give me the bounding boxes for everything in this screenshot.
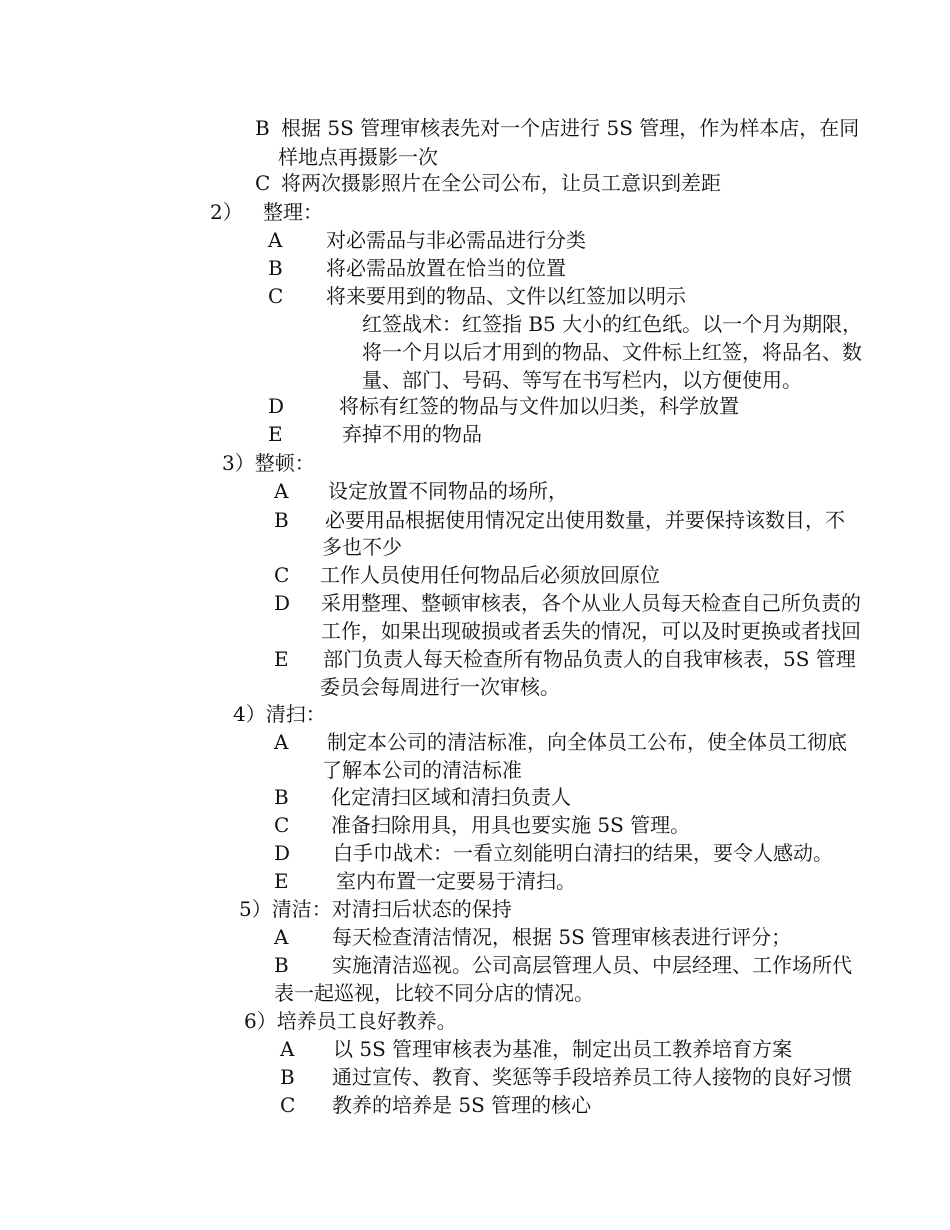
item-marker: A xyxy=(274,925,289,949)
item-marker: B xyxy=(255,116,270,140)
item-text: 对必需品与非必需品进行分类 xyxy=(326,228,586,252)
list-item xyxy=(280,1035,792,1064)
item-text: 设定放置不同物品的场所， xyxy=(328,479,568,503)
list-item xyxy=(274,923,791,952)
item-b-line1 xyxy=(255,114,859,143)
list-item xyxy=(274,561,660,590)
item-marker: C xyxy=(280,1093,296,1117)
section-heading-2 xyxy=(210,198,323,227)
item-marker: C xyxy=(274,563,290,587)
item-b-line2: 样地点再摄影一次 xyxy=(278,145,438,169)
list-item xyxy=(274,811,690,840)
item-text: 工作人员使用任何物品后必须放回原位 xyxy=(320,563,660,587)
list-item-continuation: 委员会每周进行一次审核。 xyxy=(320,675,560,699)
item-marker: A xyxy=(268,228,283,252)
item-text: 部门负责人每天检查所有物品负责人的自我审核表，5S 管理 xyxy=(323,647,856,671)
item-text: 将标有红签的物品与文件加以归类，科学放置 xyxy=(339,394,739,418)
list-item-continuation: 表一起巡视，比较不同分店的情况。 xyxy=(274,981,594,1005)
list-item xyxy=(268,392,739,421)
list-item xyxy=(268,254,566,283)
item-text: 白手巾战术：一看立刻能明白清扫的结果，要令人感动。 xyxy=(333,841,833,865)
item-text: 必要用品根据使用情况定出使用数量，并要保持该数目，不 xyxy=(325,508,845,532)
item-marker: C xyxy=(274,813,290,837)
red-tag-note-line2: 将一个月以后才用到的物品、文件标上红签，将品名、数 xyxy=(362,340,862,364)
item-text: 教养的培养是 5S 管理的核心 xyxy=(332,1093,592,1117)
item-text: 弃掉不用的物品 xyxy=(342,422,482,446)
list-item xyxy=(280,1063,852,1092)
item-text: 以 5S 管理审核表为基准，制定出员工教养培育方案 xyxy=(333,1037,793,1061)
item-marker: B xyxy=(268,256,283,280)
item-marker: E xyxy=(274,869,289,893)
item-marker: D xyxy=(268,394,285,418)
item-marker: B xyxy=(280,1065,295,1089)
item-marker: B xyxy=(274,508,289,532)
list-item xyxy=(274,477,568,506)
item-text: 化定清扫区域和清扫负责人 xyxy=(331,785,571,809)
item-text: 通过宣传、教育、奖惩等手段培养员工待人接物的良好习惯 xyxy=(332,1065,852,1089)
list-item xyxy=(274,951,852,980)
section-heading-4: 4）清扫： xyxy=(233,702,326,726)
list-item xyxy=(268,282,686,311)
red-tag-note-line1: 红签战术：红签指 B5 大小的红色纸。以一个月为期限， xyxy=(362,312,863,336)
item-text: 制定本公司的清洁标准，向全体员工公布，使全体员工彻底 xyxy=(327,730,847,754)
list-item xyxy=(274,645,856,674)
item-marker: B xyxy=(274,785,289,809)
section-heading-6: 6）培养员工良好教养。 xyxy=(244,1009,457,1033)
list-item-continuation: 工作，如果出现破损或者丢失的情况，可以及时更换或者找回 xyxy=(321,619,861,643)
list-item xyxy=(268,226,586,255)
list-item xyxy=(268,420,482,449)
item-text: 实施清洁巡视。公司高层管理人员、中层经理、工作场所代 xyxy=(332,953,852,977)
list-item-continuation: 多也不少 xyxy=(322,535,402,559)
item-marker: A xyxy=(274,730,289,754)
red-tag-note-line3: 量、部门、号码、等写在书写栏内，以方便使用。 xyxy=(362,368,802,392)
item-marker: D xyxy=(274,591,291,615)
list-item xyxy=(274,867,576,896)
item-marker: E xyxy=(274,647,289,671)
item-text: 准备扫除用具，用具也要实施 5S 管理。 xyxy=(331,813,691,837)
list-item xyxy=(274,728,847,757)
item-marker: C xyxy=(255,171,271,195)
item-marker: D xyxy=(274,841,291,865)
item-text: 每天检查清洁情况，根据 5S 管理审核表进行评分； xyxy=(332,925,792,949)
item-text: 室内布置一定要易于清扫。 xyxy=(336,869,576,893)
heading-number: 2） xyxy=(210,200,243,224)
item-marker: B xyxy=(274,953,289,977)
item-marker: A xyxy=(280,1037,295,1061)
list-item xyxy=(274,839,833,868)
item-text: 将必需品放置在恰当的位置 xyxy=(326,256,566,280)
list-item-continuation: 了解本公司的清洁标准 xyxy=(322,758,522,782)
item-text: 将来要用到的物品、文件以红签加以明示 xyxy=(326,284,686,308)
item-text: 将两次摄影照片在全公司公布，让员工意识到差距 xyxy=(281,171,721,195)
list-item xyxy=(274,783,571,812)
item-text: 采用整理、整顿审核表，各个从业人员每天检查自己所负责的 xyxy=(321,591,861,615)
list-item xyxy=(280,1091,591,1120)
heading-text: 整理： xyxy=(263,200,323,224)
item-marker: C xyxy=(268,284,284,308)
section-heading-5: 5）清洁：对清扫后状态的保持 xyxy=(239,897,512,921)
list-item xyxy=(274,589,861,618)
item-text: 根据 5S 管理审核表先对一个店进行 5S 管理，作为样本店，在同 xyxy=(281,116,860,140)
section-heading-3: 3）整顿： xyxy=(222,451,315,475)
item-marker: E xyxy=(268,422,283,446)
list-item xyxy=(274,506,845,535)
item-marker: A xyxy=(274,479,289,503)
item-c xyxy=(255,169,721,198)
